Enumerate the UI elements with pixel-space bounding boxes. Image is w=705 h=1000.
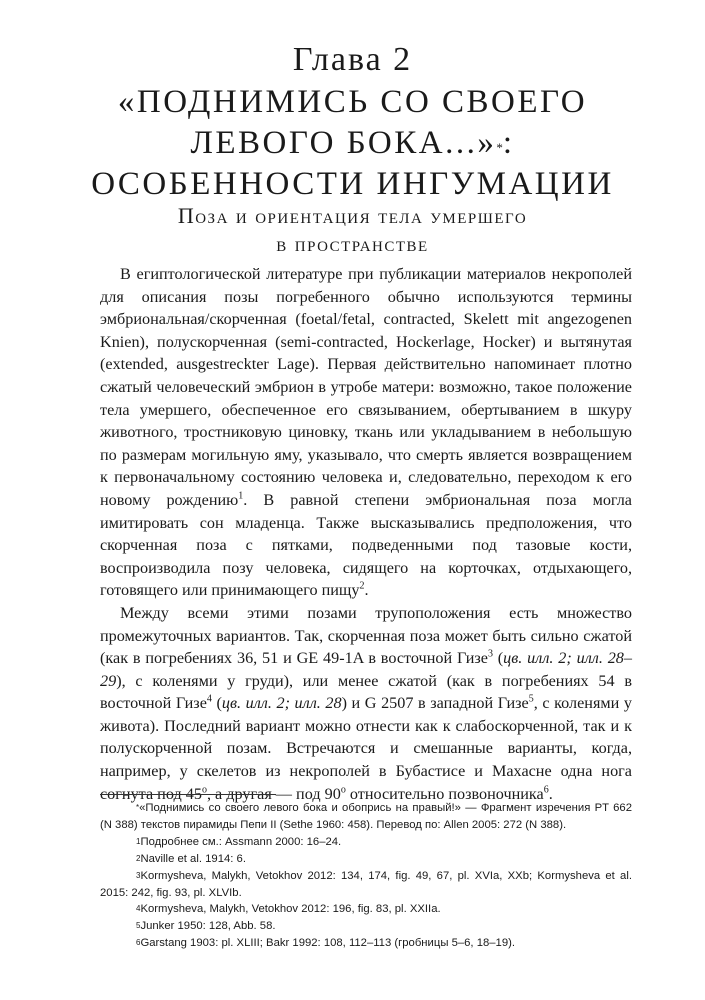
footnote-item: [100, 918, 632, 935]
paragraph-1: [100, 263, 632, 602]
footnote-mark: 1: [136, 836, 141, 846]
footnote-item: [100, 834, 632, 851]
chapter-title-line-1: «ПОДНИМИСЬ СО СВОЕГО: [117, 84, 588, 120]
chapter-title-footnote-marker[interactable]: *: [496, 140, 503, 155]
degree-mark-2: o: [340, 784, 346, 796]
footnote-text: Подробнее см.: Assmann 2000: 16–24.: [140, 835, 342, 848]
paragraph-2-text-g: относительно позвоночника: [345, 784, 544, 803]
footnote-ref-2[interactable]: 2: [359, 580, 365, 592]
illustration-ref-2: цв. илл. 2; илл. 28: [221, 694, 342, 713]
footnote-text: Junker 1950: 128, Abb. 58.: [140, 920, 276, 933]
footnote-mark: *: [136, 803, 140, 812]
footnote-ref-6[interactable]: 6: [543, 784, 549, 796]
body-text: [100, 263, 632, 805]
footnote-item: [100, 851, 632, 868]
footnote-mark: 5: [136, 921, 141, 931]
paragraph-2-text-f: , а другая — под 90: [206, 784, 341, 803]
section-title-line-2: в пространстве: [276, 231, 429, 256]
footnote-item: [100, 935, 632, 952]
footnote-text: Kormysheva, Malykh, Vetokhov 2012: 196, fig. 83, pl. XXIIa.: [140, 903, 441, 916]
footnote-mark: 2: [136, 853, 141, 863]
illustration-ref-1: цв. илл. 2; илл. 28–29: [100, 649, 632, 690]
footnote-text: «Поднимись со своего левого бока и обопрись на правый!» — Фрагмент изречения PT 662 (N 388) текстов пирамиды Пепи II (Sethe 1960: 458). Перевод по: Allen 2005: 272 (N 388).: [100, 802, 632, 831]
paragraph-1-text-cont: . В равной степени эмбриональная поза могла имитировать сон младенца. Также высказывались предположения, что скорченная поза с пятками, подведенными под тазовые кости, воспроизводила позу человека, сидящего на корточках, отдыхающего, готовящего или принимающего пищу: [100, 490, 632, 600]
chapter-title-colon: :: [502, 125, 515, 161]
paragraph-2-text-e: , с коленями у живота). Последний вариант можно отнести как к слабоскорченной, так и к полускорченной позам. Встречаются и смешанные варианты, когда, например, у скелетов из некрополей в Бубастисе и Махасне одна нога согнута под 45: [100, 694, 633, 803]
chapter-title: [0, 82, 705, 205]
paragraph-2-end: .: [548, 784, 553, 803]
section-title: [0, 202, 705, 258]
footnote-text: Garstang 1903: pl. XLIII; Bakr 1992: 108, 112–113 (гробницы 5–6, 18–19).: [140, 937, 516, 950]
footnote-text: Naville et al. 1914: 6.: [140, 852, 246, 865]
paragraph-2: [100, 602, 632, 805]
chapter-title-line-2-text: ЛЕВОГО БОКА...»: [190, 125, 497, 161]
paragraph-2-text-a: (: [492, 649, 504, 668]
paragraph-2-text-b: ), с коленями у груди), или менее сжатой (как в погребениях 54 в восточной Гизе: [100, 671, 632, 713]
footnote-item: [100, 901, 632, 918]
chapter-title-line-3: ОСОБЕННОСТИ ИНГУМАЦИИ: [91, 166, 614, 202]
footnote-mark: 6: [136, 938, 141, 948]
section-title-line-1: Поза и ориентация тела умершего: [177, 203, 528, 228]
paragraph-2-text-d: ) и G 2507 в западной Гизе: [341, 694, 529, 713]
footnote-item: [100, 868, 632, 902]
footnote-mark: 3: [136, 870, 141, 880]
paragraph-1-end: .: [364, 581, 369, 600]
paragraph-1-text: В египтологической литературе при публикации материалов некрополей для описания позы погребенного обычно используются термины эмбриональная/скорченная (foetal/fetal, contracted, Skelett mit angezogenen Knien), полускорченная (semi-contracted, Hockerlage, Hocker) и вытянутая (extended, ausgestreckter Lage). Первая действительно напоминает плотно сжатый человеческий эмбрион в утробе матери: возможно, такое положение тела умершего, обеспеченное его связыванием, обертыванием в шкуру животного, тростниковую циновку, ткань или укладыванием в небольшую по размерам могильную яму, указывало, что смерть является возвращением к первоначальному состоянию человека и, следовательно, переходом к его новому рождению: [100, 265, 632, 509]
footnotes: [100, 800, 632, 952]
paragraph-2-text: Между всеми этими позами трупоположения есть множество промежуточных вариантов. Так, скорченная поза может быть сильно сжатой (как в погребениях 36, 51 и GE 49-1A в восточной Гизе: [100, 603, 632, 668]
chapter-label: Глава 2: [292, 41, 413, 78]
footnote-mark: 4: [136, 904, 141, 914]
footnote-item: [100, 800, 632, 834]
footnote-text: Kormysheva, Malykh, Vetokhov 2012: 134, 174, fig. 49, 67, pl. XVIa, XXb; Kormysheva et al. 2015: 242, fig. 93, pl. XLVIb.: [100, 869, 632, 899]
footnote-divider: [100, 794, 276, 795]
footnote-ref-3[interactable]: 3: [487, 648, 493, 660]
paragraph-2-text-c: (: [211, 694, 222, 713]
footnote-ref-4[interactable]: 4: [206, 693, 212, 705]
chapter-title-line-2: [0, 123, 705, 164]
footnote-ref-1[interactable]: 1: [238, 490, 244, 502]
degree-mark-1: o: [201, 784, 207, 796]
footnote-ref-5[interactable]: 5: [528, 693, 534, 705]
